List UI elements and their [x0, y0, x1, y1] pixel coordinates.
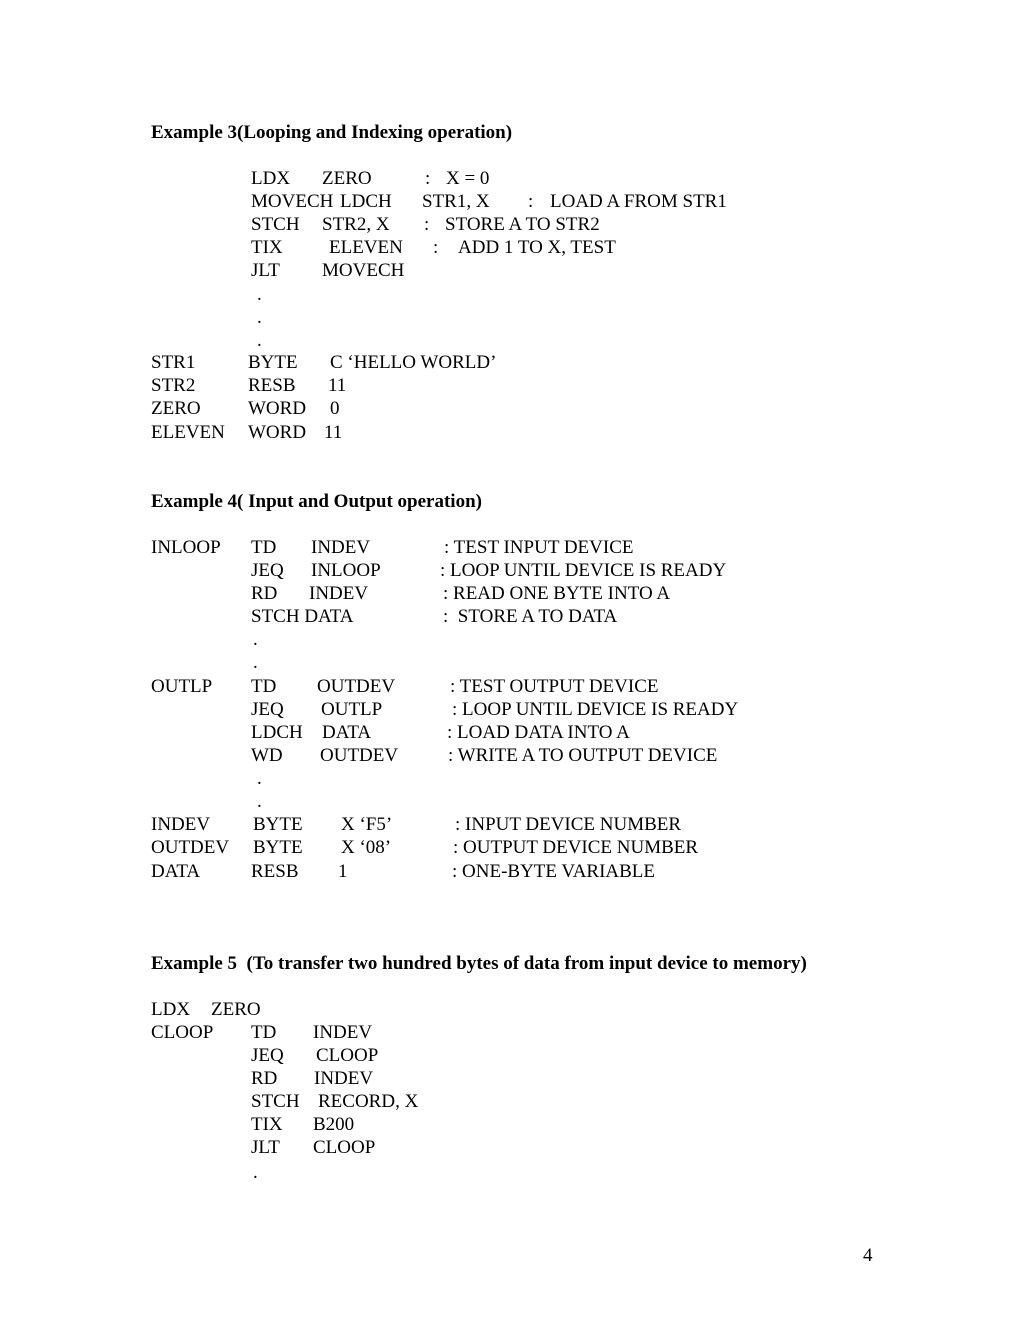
code-token: LDCH — [340, 191, 392, 212]
code-token: JLT — [251, 1137, 280, 1158]
code-token: CLOOP — [316, 1045, 379, 1066]
code-token: ADD 1 TO X, TEST — [458, 237, 616, 258]
code-line — [0, 329, 1024, 352]
page-number: 4 — [863, 1245, 873, 1266]
code-token: : OUTPUT DEVICE NUMBER — [453, 837, 699, 858]
code-token: INDEV — [309, 583, 369, 604]
code-token: INDEV — [151, 814, 211, 835]
code-line — [0, 1021, 1024, 1044]
code-token: 0 — [330, 398, 340, 419]
code-token: INLOOP — [151, 537, 221, 558]
code-token: STR1, X — [422, 191, 490, 212]
code-token: TD — [251, 537, 277, 558]
code-token: STR2, X — [322, 214, 390, 235]
code-token: TD — [251, 676, 277, 697]
code-token: ZERO — [211, 999, 261, 1020]
code-token: OUTDEV — [151, 837, 230, 858]
code-token: MOVECH — [251, 191, 334, 212]
code-token: RECORD, X — [318, 1091, 419, 1112]
code-token: : ONE-BYTE VARIABLE — [452, 861, 656, 882]
code-token: X ‘08’ — [341, 837, 392, 858]
code-token: 11 — [324, 422, 343, 443]
code-token: RESB — [251, 861, 299, 882]
code-token: B200 — [313, 1114, 355, 1135]
code-line — [0, 651, 1024, 674]
code-line — [0, 698, 1024, 721]
code-line — [0, 190, 1024, 213]
code-line — [0, 236, 1024, 259]
code-line — [0, 605, 1024, 628]
code-token: STCH DATA — [251, 606, 354, 627]
code-line — [0, 813, 1024, 836]
code-token: OUTDEV — [317, 676, 396, 697]
code-line — [0, 790, 1024, 813]
code-line — [0, 559, 1024, 582]
code-token: . — [253, 652, 258, 673]
code-token: CLOOP — [313, 1137, 376, 1158]
code-line — [0, 351, 1024, 374]
code-token: STCH — [251, 214, 300, 235]
code-line — [0, 306, 1024, 329]
code-token: JEQ — [251, 1045, 284, 1066]
code-token: STORE A TO STR2 — [445, 214, 600, 235]
code-token: . — [257, 330, 262, 351]
code-token: STCH — [251, 1091, 300, 1112]
code-token: DATA — [151, 861, 201, 882]
code-line — [0, 421, 1024, 444]
code-line — [0, 628, 1024, 651]
code-token: : LOOP UNTIL DEVICE IS READY — [452, 699, 739, 720]
code-line — [0, 675, 1024, 698]
code-token: : — [528, 191, 534, 212]
code-token: . — [257, 284, 262, 305]
code-token: INDEV — [313, 1022, 373, 1043]
example3-heading: Example 3(Looping and Indexing operation) — [151, 122, 513, 143]
code-line — [0, 536, 1024, 559]
code-token: ELEVEN — [151, 422, 225, 443]
code-token: MOVECH — [322, 260, 405, 281]
code-token: CLOOP — [151, 1022, 214, 1043]
code-token: : — [424, 214, 430, 235]
example4-heading: Example 4( Input and Output operation) — [151, 491, 482, 512]
code-line — [0, 1161, 1024, 1184]
code-line — [0, 1136, 1024, 1159]
code-token: TIX — [251, 1114, 283, 1135]
code-line — [0, 1113, 1024, 1136]
code-line — [0, 860, 1024, 883]
code-token: X = 0 — [446, 168, 490, 189]
code-token: OUTLP — [321, 699, 383, 720]
code-line — [0, 582, 1024, 605]
code-token: INDEV — [311, 537, 371, 558]
code-token: : TEST OUTPUT DEVICE — [450, 676, 659, 697]
code-token: LDX — [151, 999, 191, 1020]
code-line — [0, 998, 1024, 1021]
code-token: LOAD A FROM STR1 — [550, 191, 727, 212]
code-token: WORD — [248, 398, 307, 419]
code-line — [0, 744, 1024, 767]
code-token: : LOOP UNTIL DEVICE IS READY — [440, 560, 727, 581]
code-token: : LOAD DATA INTO A — [447, 722, 630, 743]
code-token: BYTE — [248, 352, 298, 373]
code-line — [0, 374, 1024, 397]
code-token: OUTDEV — [320, 745, 399, 766]
code-token: . — [257, 768, 262, 789]
code-token: . — [253, 1162, 258, 1183]
code-line — [0, 167, 1024, 190]
code-token: BYTE — [253, 814, 303, 835]
code-token: TIX — [251, 237, 283, 258]
code-token: JEQ — [251, 560, 284, 581]
code-line — [0, 836, 1024, 859]
code-token: 11 — [328, 375, 347, 396]
code-token: . — [257, 307, 262, 328]
code-token: : — [425, 168, 431, 189]
code-token: RD — [251, 1068, 278, 1089]
code-token: RESB — [248, 375, 296, 396]
code-token: C ‘HELLO WORLD’ — [330, 352, 497, 373]
code-token: INLOOP — [311, 560, 381, 581]
code-token: : TEST INPUT DEVICE — [444, 537, 634, 558]
example5-heading: Example 5 (To transfer two hundred bytes of data from input device to memory) — [151, 953, 807, 974]
code-token: STR1 — [151, 352, 196, 373]
code-token: WORD — [248, 422, 307, 443]
code-token: . — [253, 629, 258, 650]
code-token: JEQ — [251, 699, 284, 720]
code-token: X ‘F5’ — [341, 814, 393, 835]
code-token: DATA — [322, 722, 372, 743]
code-line — [0, 1067, 1024, 1090]
code-token: BYTE — [253, 837, 303, 858]
code-token: INDEV — [314, 1068, 374, 1089]
code-line — [0, 397, 1024, 420]
code-token: : WRITE A TO OUTPUT DEVICE — [448, 745, 718, 766]
code-token: . — [257, 791, 262, 812]
code-token: JLT — [251, 260, 280, 281]
code-line — [0, 259, 1024, 282]
code-token: : — [433, 237, 439, 258]
code-token: LDX — [251, 168, 291, 189]
code-token: ZERO — [322, 168, 372, 189]
code-token: : READ ONE BYTE INTO A — [443, 583, 671, 604]
code-token: LDCH — [251, 722, 303, 743]
code-token: ZERO — [151, 398, 201, 419]
code-token: TD — [251, 1022, 277, 1043]
code-token: RD — [251, 583, 278, 604]
code-line — [0, 1090, 1024, 1113]
code-token: : INPUT DEVICE NUMBER — [455, 814, 682, 835]
code-line — [0, 283, 1024, 306]
code-line — [0, 767, 1024, 790]
code-token: STR2 — [151, 375, 196, 396]
code-token: : STORE A TO DATA — [443, 606, 618, 627]
code-line — [0, 721, 1024, 744]
code-line — [0, 1044, 1024, 1067]
code-token: 1 — [338, 861, 348, 882]
code-line — [0, 213, 1024, 236]
code-token: OUTLP — [151, 676, 213, 697]
code-token: ELEVEN — [329, 237, 403, 258]
code-token: WD — [251, 745, 283, 766]
